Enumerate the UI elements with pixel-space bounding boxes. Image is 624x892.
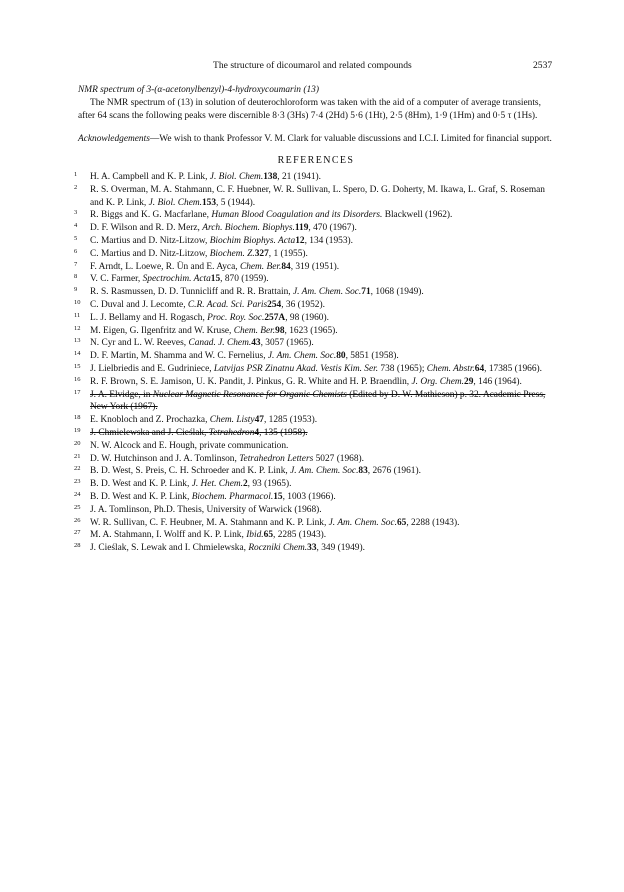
- reference-journal: Nuclear Magnetic Resonance for Organic Chemists: [152, 389, 347, 400]
- reference-post: (Edited by D. W. Mathieson) p. 32. Academic Press, New York (1967).: [90, 389, 546, 413]
- reference-number: 7: [74, 260, 78, 268]
- reference-post: Blackwell (1962).: [382, 210, 453, 221]
- acknowledgements-paragraph: [78, 133, 554, 146]
- reference-pre: J. Cieślak, S. Lewak and I. Chmielewska,: [90, 543, 249, 554]
- reference-item: [74, 452, 554, 466]
- reference-post: , 135 (1958).: [259, 427, 308, 438]
- reference-journal: J. Am. Chem. Soc.: [328, 517, 397, 528]
- reference-item: [74, 375, 554, 389]
- reference-post: , 21 (1941).: [277, 171, 321, 182]
- reference-vol: 138: [263, 171, 278, 182]
- reference-vol: 119: [294, 223, 309, 234]
- reference-vol: 98: [275, 325, 285, 336]
- reference-vol: 12: [295, 235, 305, 246]
- reference-journal: Ibid.: [246, 530, 264, 541]
- reference-text: [90, 466, 421, 476]
- reference-pre: E. Knobloch and Z. Prochazka,: [90, 415, 210, 426]
- reference-number: 4: [74, 222, 78, 230]
- reference-item: [74, 234, 554, 248]
- reference-number: 5: [74, 234, 78, 242]
- reference-number: 1: [74, 170, 78, 178]
- reference-number: 23: [74, 478, 81, 486]
- acknowledgements-label: Acknowledgements: [78, 134, 150, 145]
- reference-post: , 2676 (1961).: [367, 466, 421, 477]
- reference-number: 3: [74, 209, 78, 217]
- reference-vol: 43: [251, 338, 261, 349]
- reference-post: , 17385 (1966).: [484, 363, 542, 374]
- reference-number: 16: [74, 375, 81, 383]
- reference-number: 18: [74, 414, 81, 422]
- reference-vol: 80: [336, 351, 346, 362]
- reference-text: [90, 185, 545, 208]
- reference-item: [74, 311, 554, 325]
- reference-pre: J. Chmielewska and J. Cieślak,: [90, 427, 209, 438]
- reference-post: , 1623 (1965).: [284, 325, 338, 336]
- reference-number: 13: [74, 337, 81, 345]
- reference-post: , 349 (1949).: [316, 543, 365, 554]
- reference-post: , 146 (1964).: [473, 376, 522, 387]
- reference-text: [90, 338, 314, 348]
- reference-item: [74, 324, 554, 338]
- reference-journal: Biochem. Pharmacol.: [191, 491, 274, 502]
- reference-pre: V. C. Farmer,: [90, 274, 143, 285]
- reference-text: [90, 364, 542, 374]
- reference-vol: 4: [254, 427, 260, 438]
- reference-text: [90, 377, 522, 387]
- reference-text: [90, 274, 269, 284]
- reference-journal: C.R. Acad. Sci. Paris: [187, 299, 268, 310]
- reference-text: [90, 415, 317, 425]
- reference-journal: Canad. J. Chem.: [188, 338, 252, 349]
- reference-pre: B. D. West and K. P. Link,: [90, 479, 192, 490]
- running-title: The structure of dicoumarol and related compounds: [213, 60, 412, 71]
- reference-vol: 327: [254, 248, 269, 259]
- reference-number: 6: [74, 247, 78, 255]
- reference-journal: J. Het. Chem.: [191, 479, 243, 490]
- reference-item: [74, 529, 554, 542]
- reference-post: , 319 (1951).: [290, 261, 340, 272]
- reference-item: [74, 490, 554, 504]
- reference-text: [90, 479, 291, 489]
- reference-pre: M. A. Stahmann, I. Wolff and K. P. Link,: [90, 530, 247, 541]
- reference-journal: Roczniki Chem.: [248, 543, 308, 554]
- reference-item: [74, 337, 554, 350]
- reference-text: [90, 210, 452, 220]
- reference-pre: N. Cyr and L. W. Reeves,: [90, 338, 189, 349]
- reference-vol: 47: [254, 415, 264, 426]
- reference-pre: B. D. West, S. Preis, C. H. Schroeder and K. P. Link,: [90, 466, 291, 477]
- reference-text: [90, 223, 357, 233]
- reference-number: 27: [74, 529, 81, 537]
- reference-pre: J. Lielbriedis and E. Gudriniece,: [90, 363, 214, 374]
- reference-pre: M. Eigen, G. Ilgenfritz and W. Kruse,: [90, 325, 234, 336]
- reference-vol: 15: [273, 491, 283, 502]
- reference-pre: C. Martius and D. Nitz-Litzow,: [90, 235, 210, 246]
- reference-post: , 1068 (1949).: [370, 287, 424, 298]
- reference-text: [90, 351, 399, 361]
- article-body: [74, 84, 554, 555]
- reference-post: , 2285 (1943).: [273, 530, 327, 541]
- reference-text: [90, 390, 545, 413]
- reference-item: [74, 183, 554, 210]
- reference-item: [74, 170, 554, 184]
- reference-text: [90, 313, 329, 323]
- reference-vol: 15: [210, 274, 221, 285]
- reference-post: , 5 (1944).: [216, 197, 256, 208]
- reference-post: , 470 (1967).: [308, 223, 357, 234]
- reference-item: [74, 439, 554, 453]
- reference-item: [74, 209, 554, 222]
- reference-number: 11: [74, 311, 81, 319]
- reference-journal: Biochem. Z.: [209, 248, 255, 259]
- reference-vol: 29: [464, 376, 474, 387]
- reference-number: 19: [74, 426, 81, 434]
- reference-journal: J. Biol. Chem.: [209, 171, 264, 182]
- reference-pre: R. S. Rasmussen, D. D. Tunnicliff and R. R. Brattain,: [90, 287, 293, 298]
- reference-text: [90, 249, 308, 259]
- reference-pre: R. F. Brown, S. E. Jamison, U. K. Pandit, J. Pinkus, G. R. White and H. P. Braendlin,: [90, 376, 412, 387]
- reference-vol: 254: [267, 299, 282, 310]
- reference-journal: Tetrahedron Letters: [239, 453, 314, 464]
- reference-number: 21: [74, 452, 81, 460]
- nmr-paragraph: The NMR spectrum of (13) in solution of deuterochloroform was taken with the aid of a computer of average transients, after 64 scans the following peaks were discernible 8·3 (3Hs) 7·4 (2Hd) 5·6 (1Ht), 2·5 (8Hm), 1·9 (1Hm) and 0·5 τ (1Hs).: [78, 97, 541, 121]
- reference-item: [74, 350, 554, 363]
- reference-post: , 3057 (1965).: [260, 338, 314, 349]
- reference-pre: N. W. Alcock and E. Hough, private communication.: [90, 440, 289, 451]
- reference-number: 22: [74, 465, 81, 473]
- reference-vol: 84: [281, 261, 291, 272]
- reference-text: [90, 326, 338, 336]
- reference-post: , 98 (1960).: [285, 312, 329, 323]
- reference-post: , 1003 (1966).: [282, 491, 336, 502]
- reference-number: 17: [74, 388, 81, 396]
- reference-item: [74, 426, 554, 440]
- reference-journal: Proc. Roy. Soc.: [207, 312, 265, 323]
- reference-post: , 5851 (1958).: [345, 351, 399, 362]
- reference-number: 24: [74, 490, 81, 498]
- reference-item: [74, 247, 554, 261]
- references-list: [74, 170, 554, 555]
- reference-pre: R. Biggs and K. G. Macfarlane,: [90, 210, 212, 221]
- reference-journal: Tetrahedron: [208, 427, 255, 438]
- reference-vol: 65: [263, 530, 274, 541]
- acknowledgements-text: —We wish to thank Professor V. M. Clark for valuable discussions and I.C.I. Limited for financial support.: [149, 134, 552, 145]
- reference-journal: Chem. Abstr.: [426, 363, 475, 374]
- reference-number: 28: [74, 542, 81, 550]
- reference-journal: Chem. Ber.: [239, 261, 282, 272]
- reference-item: [74, 286, 554, 299]
- reference-journal: J. Am. Chem. Soc.: [292, 287, 362, 298]
- reference-item: [74, 260, 554, 274]
- reference-number: 15: [74, 362, 81, 370]
- reference-text: [90, 236, 353, 246]
- reference-vol: 257A: [264, 312, 286, 323]
- reference-text: [90, 543, 365, 553]
- reference-post: , 1 (1955).: [268, 248, 308, 259]
- reference-number: 25: [74, 503, 81, 511]
- reference-vol: 65: [396, 517, 407, 528]
- reference-pre: R. S. Overman, M. A. Stahmann, C. F. Huebner, W. R. Sullivan, L. Spero, D. G. Doherty, M. Ikawa, L. Graf, S. Roseman and K. P. Link,: [90, 184, 545, 208]
- reference-pre: C. Duval and J. Lecomte,: [90, 299, 188, 310]
- reference-text: [90, 492, 336, 502]
- reference-post: , 870 (1959).: [220, 274, 269, 285]
- reference-post: 738 (1965);: [378, 363, 427, 374]
- reference-item: [74, 478, 554, 491]
- reference-text: [90, 428, 308, 438]
- reference-journal: Arch. Biochem. Biophys.: [202, 223, 295, 234]
- reference-post: , 1285 (1953).: [263, 415, 318, 426]
- reference-text: [90, 287, 424, 297]
- reference-vol: 83: [358, 466, 368, 477]
- reference-text: [90, 172, 321, 182]
- reference-post: , 2288 (1943).: [406, 517, 460, 528]
- reference-pre: F. Arndt, L. Loewe, R. Ün and E. Ayca,: [90, 261, 240, 272]
- references-title: REFERENCES: [277, 155, 355, 167]
- reference-text: [90, 518, 459, 528]
- reference-text: [90, 530, 326, 540]
- reference-pre: B. D. West and K. P. Link,: [90, 491, 192, 502]
- reference-number: 10: [74, 298, 81, 306]
- reference-vol: 33: [307, 543, 317, 554]
- reference-number: 2: [74, 183, 78, 191]
- reference-journal: Chem. Listy: [209, 415, 255, 426]
- reference-journal: Latvijas PSR Zinatnu Akad. Vestis Kim. Ser.: [213, 363, 379, 374]
- reference-journal: J. Am. Chem. Soc.: [267, 351, 337, 362]
- reference-journal: J. Am. Chem. Soc.: [290, 466, 359, 477]
- nmr-heading: NMR spectrum of 3-(α-acetonylbenzyl)-4-hydroxycoumarin (13): [78, 85, 319, 95]
- reference-pre: D. F. Martin, M. Shamma and W. C. Fernelius,: [90, 351, 268, 362]
- running-header: [0, 60, 624, 74]
- reference-post: , 36 (1952).: [281, 299, 325, 310]
- reference-post: , 134 (1953).: [304, 235, 353, 246]
- reference-number: 9: [74, 286, 78, 294]
- reference-pre: J. A. Tomlinson, Ph.D. Thesis, University of Warwick (1968).: [90, 504, 322, 515]
- reference-item: [74, 516, 554, 530]
- reference-text: [90, 441, 288, 451]
- reference-journal: Spectrochim. Acta: [142, 274, 211, 285]
- reference-pre: L. J. Bellamy and H. Rogasch,: [90, 312, 208, 323]
- reference-pre: D. F. Wilson and R. D. Merz,: [90, 223, 203, 234]
- reference-text: [90, 454, 364, 464]
- reference-text: [90, 262, 339, 272]
- reference-pre: J. A. Elvidge, in: [90, 389, 153, 400]
- reference-pre: D. W. Hutchinson and J. A. Tomlinson,: [90, 453, 240, 464]
- reference-text: [90, 505, 322, 515]
- reference-number: 20: [74, 439, 81, 447]
- reference-journal: Human Blood Coagulation and its Disorders.: [211, 210, 383, 221]
- reference-item: [74, 465, 554, 478]
- reference-item: [74, 414, 554, 427]
- reference-item: [74, 222, 554, 235]
- reference-number: 14: [74, 350, 81, 358]
- reference-journal: Biochim Biophys. Acta: [209, 235, 296, 246]
- reference-vol: 153: [201, 197, 217, 208]
- reference-number: 8: [74, 273, 78, 281]
- reference-pre: H. A. Campbell and K. P. Link,: [90, 171, 210, 182]
- reference-vol: 2: [242, 479, 248, 490]
- reference-item: [74, 388, 554, 415]
- reference-number: 26: [74, 516, 81, 524]
- reference-post: , 93 (1965).: [247, 479, 292, 490]
- reference-pre: C. Martius and D. Nitz-Litzow,: [90, 248, 210, 259]
- reference-journal: J. Org. Chem.: [411, 376, 464, 387]
- reference-item: [74, 503, 554, 517]
- reference-post: 5027 (1968).: [313, 453, 365, 464]
- reference-item: [74, 298, 554, 312]
- reference-item: [74, 362, 554, 376]
- reference-number: 12: [74, 324, 81, 332]
- reference-journal: Chem. Ber.: [233, 325, 276, 336]
- page-number: 2537: [533, 60, 553, 71]
- reference-journal: J. Biol. Chem.: [148, 197, 202, 208]
- reference-item: [74, 273, 554, 286]
- reference-text: [90, 300, 325, 310]
- reference-pre: W. R. Sullivan, C. F. Heubner, M. A. Stahmann and K. P. Link,: [90, 517, 329, 528]
- reference-vol: 71: [361, 287, 371, 298]
- reference-vol: 64: [474, 363, 485, 374]
- reference-item: [74, 542, 554, 555]
